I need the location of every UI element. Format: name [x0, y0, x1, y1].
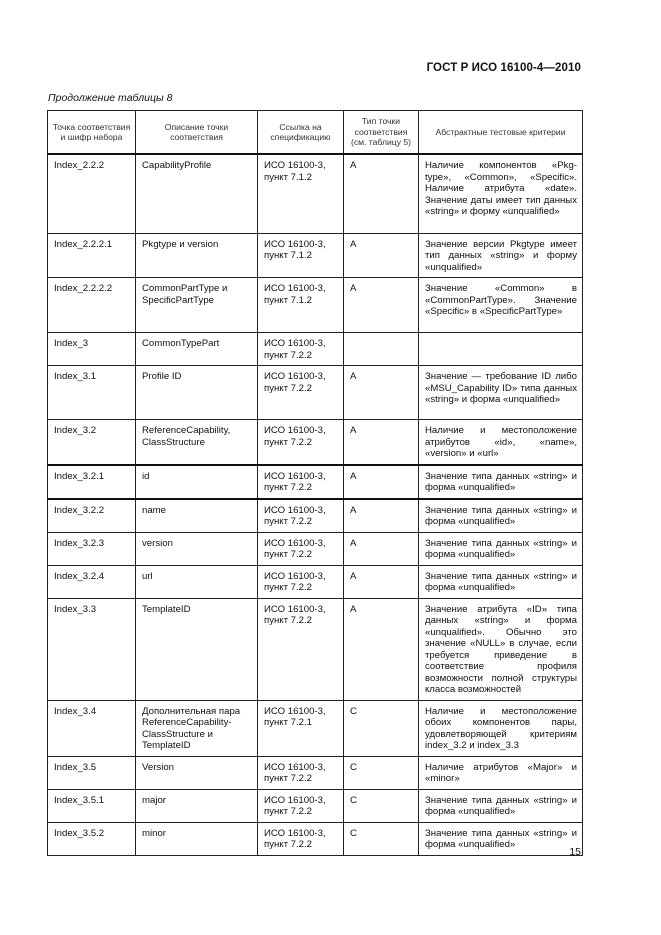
standard-title: ГОСТ Р ИСО 16100-4—2010	[426, 62, 581, 74]
cell-description: major	[136, 789, 258, 822]
cell-reference: ИСО 16100-3, пункт 7.2.2	[258, 789, 344, 822]
cell-type: A	[344, 499, 419, 533]
cell-description: CapabilityProfile	[136, 154, 258, 233]
cell-description: CommonPartType и SpecificPartType	[136, 278, 258, 333]
cell-criteria	[419, 333, 583, 366]
cell-description: Version	[136, 756, 258, 789]
table-row	[48, 278, 583, 333]
cell-type: C	[344, 756, 419, 789]
cell-criteria: Значение типа данных «string» и форма «unqualified»	[419, 822, 583, 855]
cell-index: Index_3.5	[48, 756, 136, 789]
cell-reference: ИСО 16100-3, пункт 7.1.2	[258, 154, 344, 233]
cell-index: Index_2.2.2.1	[48, 233, 136, 278]
table-row	[48, 822, 583, 855]
cell-description: version	[136, 532, 258, 565]
cell-reference: ИСО 16100-3, пункт 7.2.2	[258, 333, 344, 366]
cell-criteria: Наличие компонентов «Pkg-type», «Common», «Specific». Наличие атрибута «date». Значение даты имеет тип данных «string» и форму «unqualified»	[419, 154, 583, 233]
table-row	[48, 366, 583, 420]
cell-reference: ИСО 16100-3, пункт 7.2.2	[258, 822, 344, 855]
cell-index: Index_3.2.3	[48, 532, 136, 565]
cell-index: Index_3.4	[48, 700, 136, 756]
table-row	[48, 532, 583, 565]
cell-type: A	[344, 420, 419, 465]
cell-index: Index_3.1	[48, 366, 136, 420]
cell-criteria: Значение типа данных «string» и форма «unqualified»	[419, 499, 583, 533]
cell-type: A	[344, 233, 419, 278]
cell-criteria: Значение типа данных «string» и форма «unqualified»	[419, 465, 583, 499]
column-header-description: Описание точки соответствия	[136, 111, 258, 155]
cell-type: A	[344, 366, 419, 420]
cell-index: Index_2.2.2	[48, 154, 136, 233]
table-caption: Продолжение таблицы 8	[48, 92, 173, 104]
cell-reference: ИСО 16100-3, пункт 7.1.2	[258, 233, 344, 278]
cell-reference: ИСО 16100-3, пункт 7.2.2	[258, 756, 344, 789]
cell-reference: ИСО 16100-3, пункт 7.2.1	[258, 700, 344, 756]
cell-type	[344, 333, 419, 366]
cell-type: C	[344, 700, 419, 756]
cell-description: CommonTypePart	[136, 333, 258, 366]
cell-reference: ИСО 16100-3, пункт 7.2.2	[258, 565, 344, 598]
table-row	[48, 233, 583, 278]
column-header-conformance-point: Точка соответствия и шифр набора	[48, 111, 136, 155]
cell-type: A	[344, 565, 419, 598]
table-row	[48, 565, 583, 598]
cell-type: C	[344, 789, 419, 822]
cell-type: C	[344, 822, 419, 855]
cell-index: Index_3.5.2	[48, 822, 136, 855]
cell-index: Index_3.5.1	[48, 789, 136, 822]
table-row	[48, 499, 583, 533]
table-header-row	[48, 111, 583, 155]
cell-reference: ИСО 16100-3, пункт 7.2.2	[258, 366, 344, 420]
page-number: 15	[569, 846, 581, 858]
cell-index: Index_3.2	[48, 420, 136, 465]
cell-criteria: Наличие и местоположение атрибутов «id», «name», «version» и «url»	[419, 420, 583, 465]
cell-criteria: Значение «Common» в «CommonPartType». Значение «Specific» в «SpecificPartType»	[419, 278, 583, 333]
cell-index: Index_2.2.2.2	[48, 278, 136, 333]
cell-reference: ИСО 16100-3, пункт 7.1.2	[258, 278, 344, 333]
cell-reference: ИСО 16100-3, пункт 7.2.2	[258, 598, 344, 700]
cell-description: Дополнительная пара ReferenceCapability-ClassStructure и TemplateID	[136, 700, 258, 756]
cell-index: Index_3.2.1	[48, 465, 136, 499]
cell-index: Index_3	[48, 333, 136, 366]
criteria-table	[47, 110, 583, 856]
cell-index: Index_3.2.4	[48, 565, 136, 598]
cell-type: A	[344, 465, 419, 499]
table-row	[48, 598, 583, 700]
table-row	[48, 700, 583, 756]
table-row	[48, 420, 583, 465]
column-header-criteria: Абстрактные тестовые критерии	[419, 111, 583, 155]
cell-criteria: Значение — требование ID либо «MSU_Capability ID» типа данных «string» и форма «unqualified»	[419, 366, 583, 420]
cell-reference: ИСО 16100-3, пункт 7.2.2	[258, 499, 344, 533]
cell-index: Index_3.3	[48, 598, 136, 700]
cell-criteria: Значение типа данных «string» и форма «unqualified»	[419, 789, 583, 822]
cell-type: A	[344, 278, 419, 333]
cell-criteria: Наличие и местоположение обоих компонентов пары, удовлетворяющей критериям index_3.2 и index_3.3	[419, 700, 583, 756]
cell-description: TemplateID	[136, 598, 258, 700]
table-row	[48, 465, 583, 499]
cell-description: Profile ID	[136, 366, 258, 420]
table-row	[48, 154, 583, 233]
cell-description: name	[136, 499, 258, 533]
cell-description: minor	[136, 822, 258, 855]
cell-description: url	[136, 565, 258, 598]
column-header-reference: Ссылка на спецификацию	[258, 111, 344, 155]
cell-type: A	[344, 154, 419, 233]
table-row	[48, 333, 583, 366]
cell-criteria: Значение версии Pkgtype имеет тип данных «string» и форму «unqualified»	[419, 233, 583, 278]
cell-description: id	[136, 465, 258, 499]
cell-criteria: Значение атрибута «ID» типа данных «string» и форма «unqualified». Обычно это значение «NULL» в случае, если требуется приведение в соответствие профиля возможности полной структуры класса возможностей	[419, 598, 583, 700]
cell-reference: ИСО 16100-3, пункт 7.2.2	[258, 532, 344, 565]
table-row	[48, 789, 583, 822]
cell-reference: ИСО 16100-3, пункт 7.2.2	[258, 420, 344, 465]
cell-description: Pkgtype и version	[136, 233, 258, 278]
cell-type: A	[344, 598, 419, 700]
cell-type: A	[344, 532, 419, 565]
cell-description: ReferenceCapability, ClassStructure	[136, 420, 258, 465]
cell-criteria: Значение типа данных «string» и форма «unqualified»	[419, 532, 583, 565]
cell-reference: ИСО 16100-3, пункт 7.2.2	[258, 465, 344, 499]
cell-criteria: Наличие атрибутов «Major» и «minor»	[419, 756, 583, 789]
cell-index: Index_3.2.2	[48, 499, 136, 533]
cell-criteria: Значение типа данных «string» и форма «unqualified»	[419, 565, 583, 598]
table-row	[48, 756, 583, 789]
column-header-type: Тип точки соответствия (см. таблицу 5)	[344, 111, 419, 155]
